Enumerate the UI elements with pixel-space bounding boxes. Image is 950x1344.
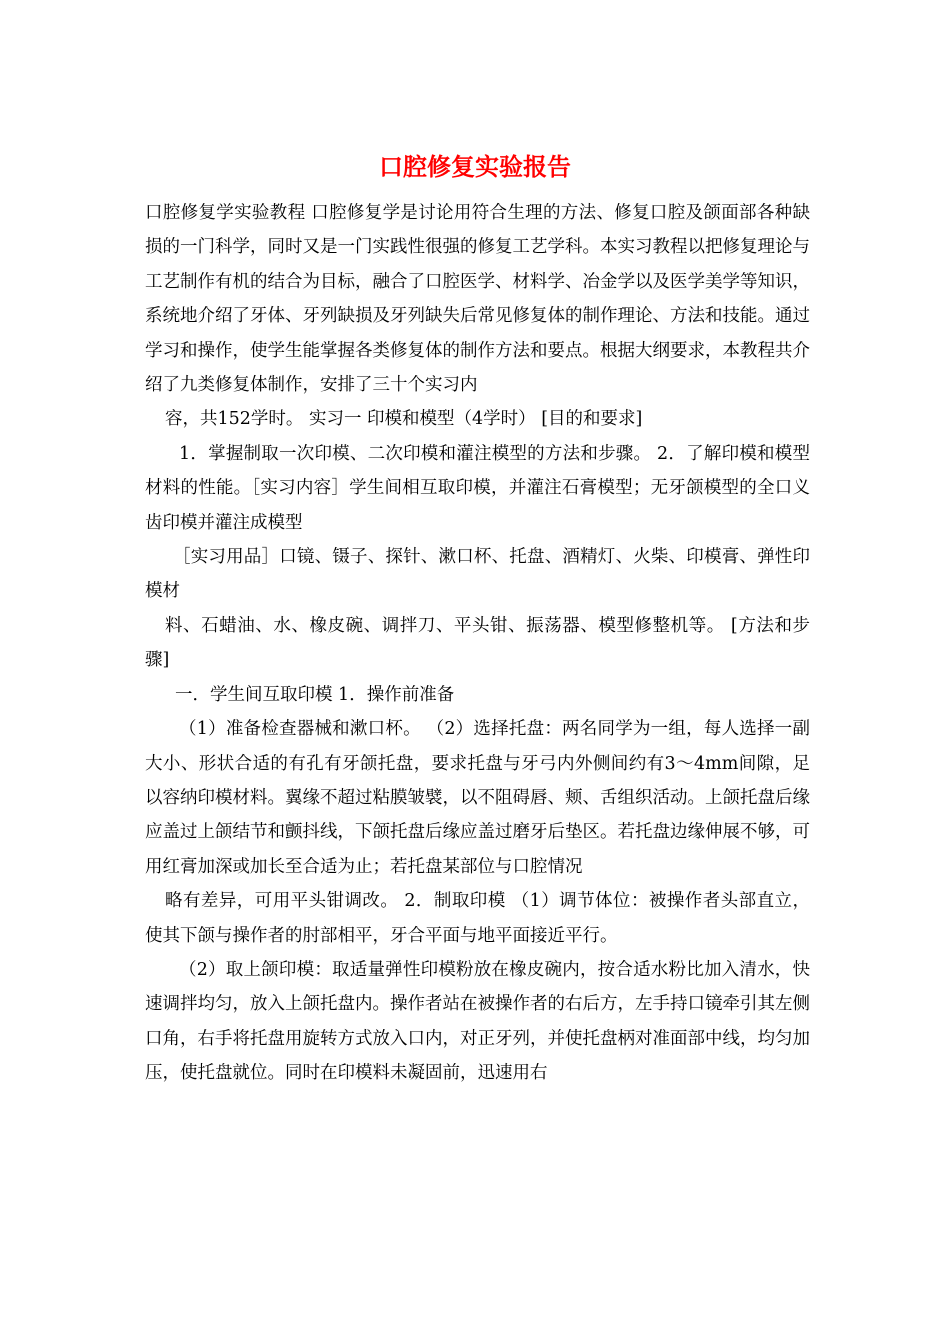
paragraph-hours: 容，共152学时。 实习一 印模和模型（4学时） [目的和要求]: [165, 409, 643, 430]
paragraph-impression: 略有差异，可用平头钳调改。 2．制取印模 （1）调节体位：被操作者头部直立，使其下颌与操作者的肘部相平，牙合平面与地平面接近平行。: [145, 891, 810, 946]
paragraph-supplies-cont: 料、石蜡油、水、橡皮碗、调拌刀、平头钳、振荡器、模型修整机等。 [方法和步骤]: [145, 615, 810, 671]
paragraph-supplies: ［实习用品］口镜、镊子、探针、漱口杯、托盘、酒精灯、火柴、印模膏、弹性印模材: [145, 547, 810, 602]
document-body: [145, 196, 810, 1091]
paragraph-objectives: 1．掌握制取一次印模、二次印模和灌注模型的方法和步骤。 2．了解印模和模型材料的性能。［实习内容］学生间相互取印模，并灌注石膏模型；无牙颌模型的全口义齿印模并灌注成模型: [145, 443, 810, 533]
paragraph-preparation: （1）准备检查器械和漱口杯。 （2）选择托盘：两名同学为一组，每人选择一副大小、形状合适的有孔有牙颌托盘，要求托盘与牙弓内外侧间约有3～4mm间隙，足以容纳印模材料。翼缘不超过粘膜皱襞，以不阻碍唇、颊、舌组织活动。上颌托盘后缘应盖过上颌结节和颤抖线，下颌托盘后缘应盖过磨牙后垫区。若托盘边缘伸展不够，可用红膏加深或加长至合适为止；若托盘某部位与口腔情况: [145, 719, 810, 877]
paragraph-upper-impression: （2）取上颌印模：取适量弹性印模粉放在橡皮碗内，按合适水粉比加入清水，快速调拌均匀，放入上颌托盘内。操作者站在被操作者的右后方，左手持口镜牵引其左侧口角，右手将托盘用旋转方式放入口内，对正牙列，并使托盘柄对准面部中线，均匀加压，使托盘就位。同时在印模料未凝固前，迅速用右: [145, 959, 810, 1084]
document-title: 口腔修复实验报告: [379, 152, 571, 181]
paragraph-intro: 口腔修复学实验教程 口腔修复学是讨论用符合生理的方法、修复口腔及颌面部各种缺损的一门科学，同时又是一门实践性很强的修复工艺学科。本实习教程以把修复理论与工艺制作有机的结合为目标，融合了口腔医学、材料学、冶金学以及医学美学等知识，系统地介绍了牙体、牙列缺损及牙列缺失后常见修复体的制作理论、方法和技能。通过学习和操作，使学生能掌握各类修复体的制作方法和要点。根据大纲要求，本教程共介绍了九类修复体制作，安排了三十个实习内: [145, 203, 810, 396]
paragraph-section-one: 一．学生间互取印模 1．操作前准备: [175, 684, 455, 705]
